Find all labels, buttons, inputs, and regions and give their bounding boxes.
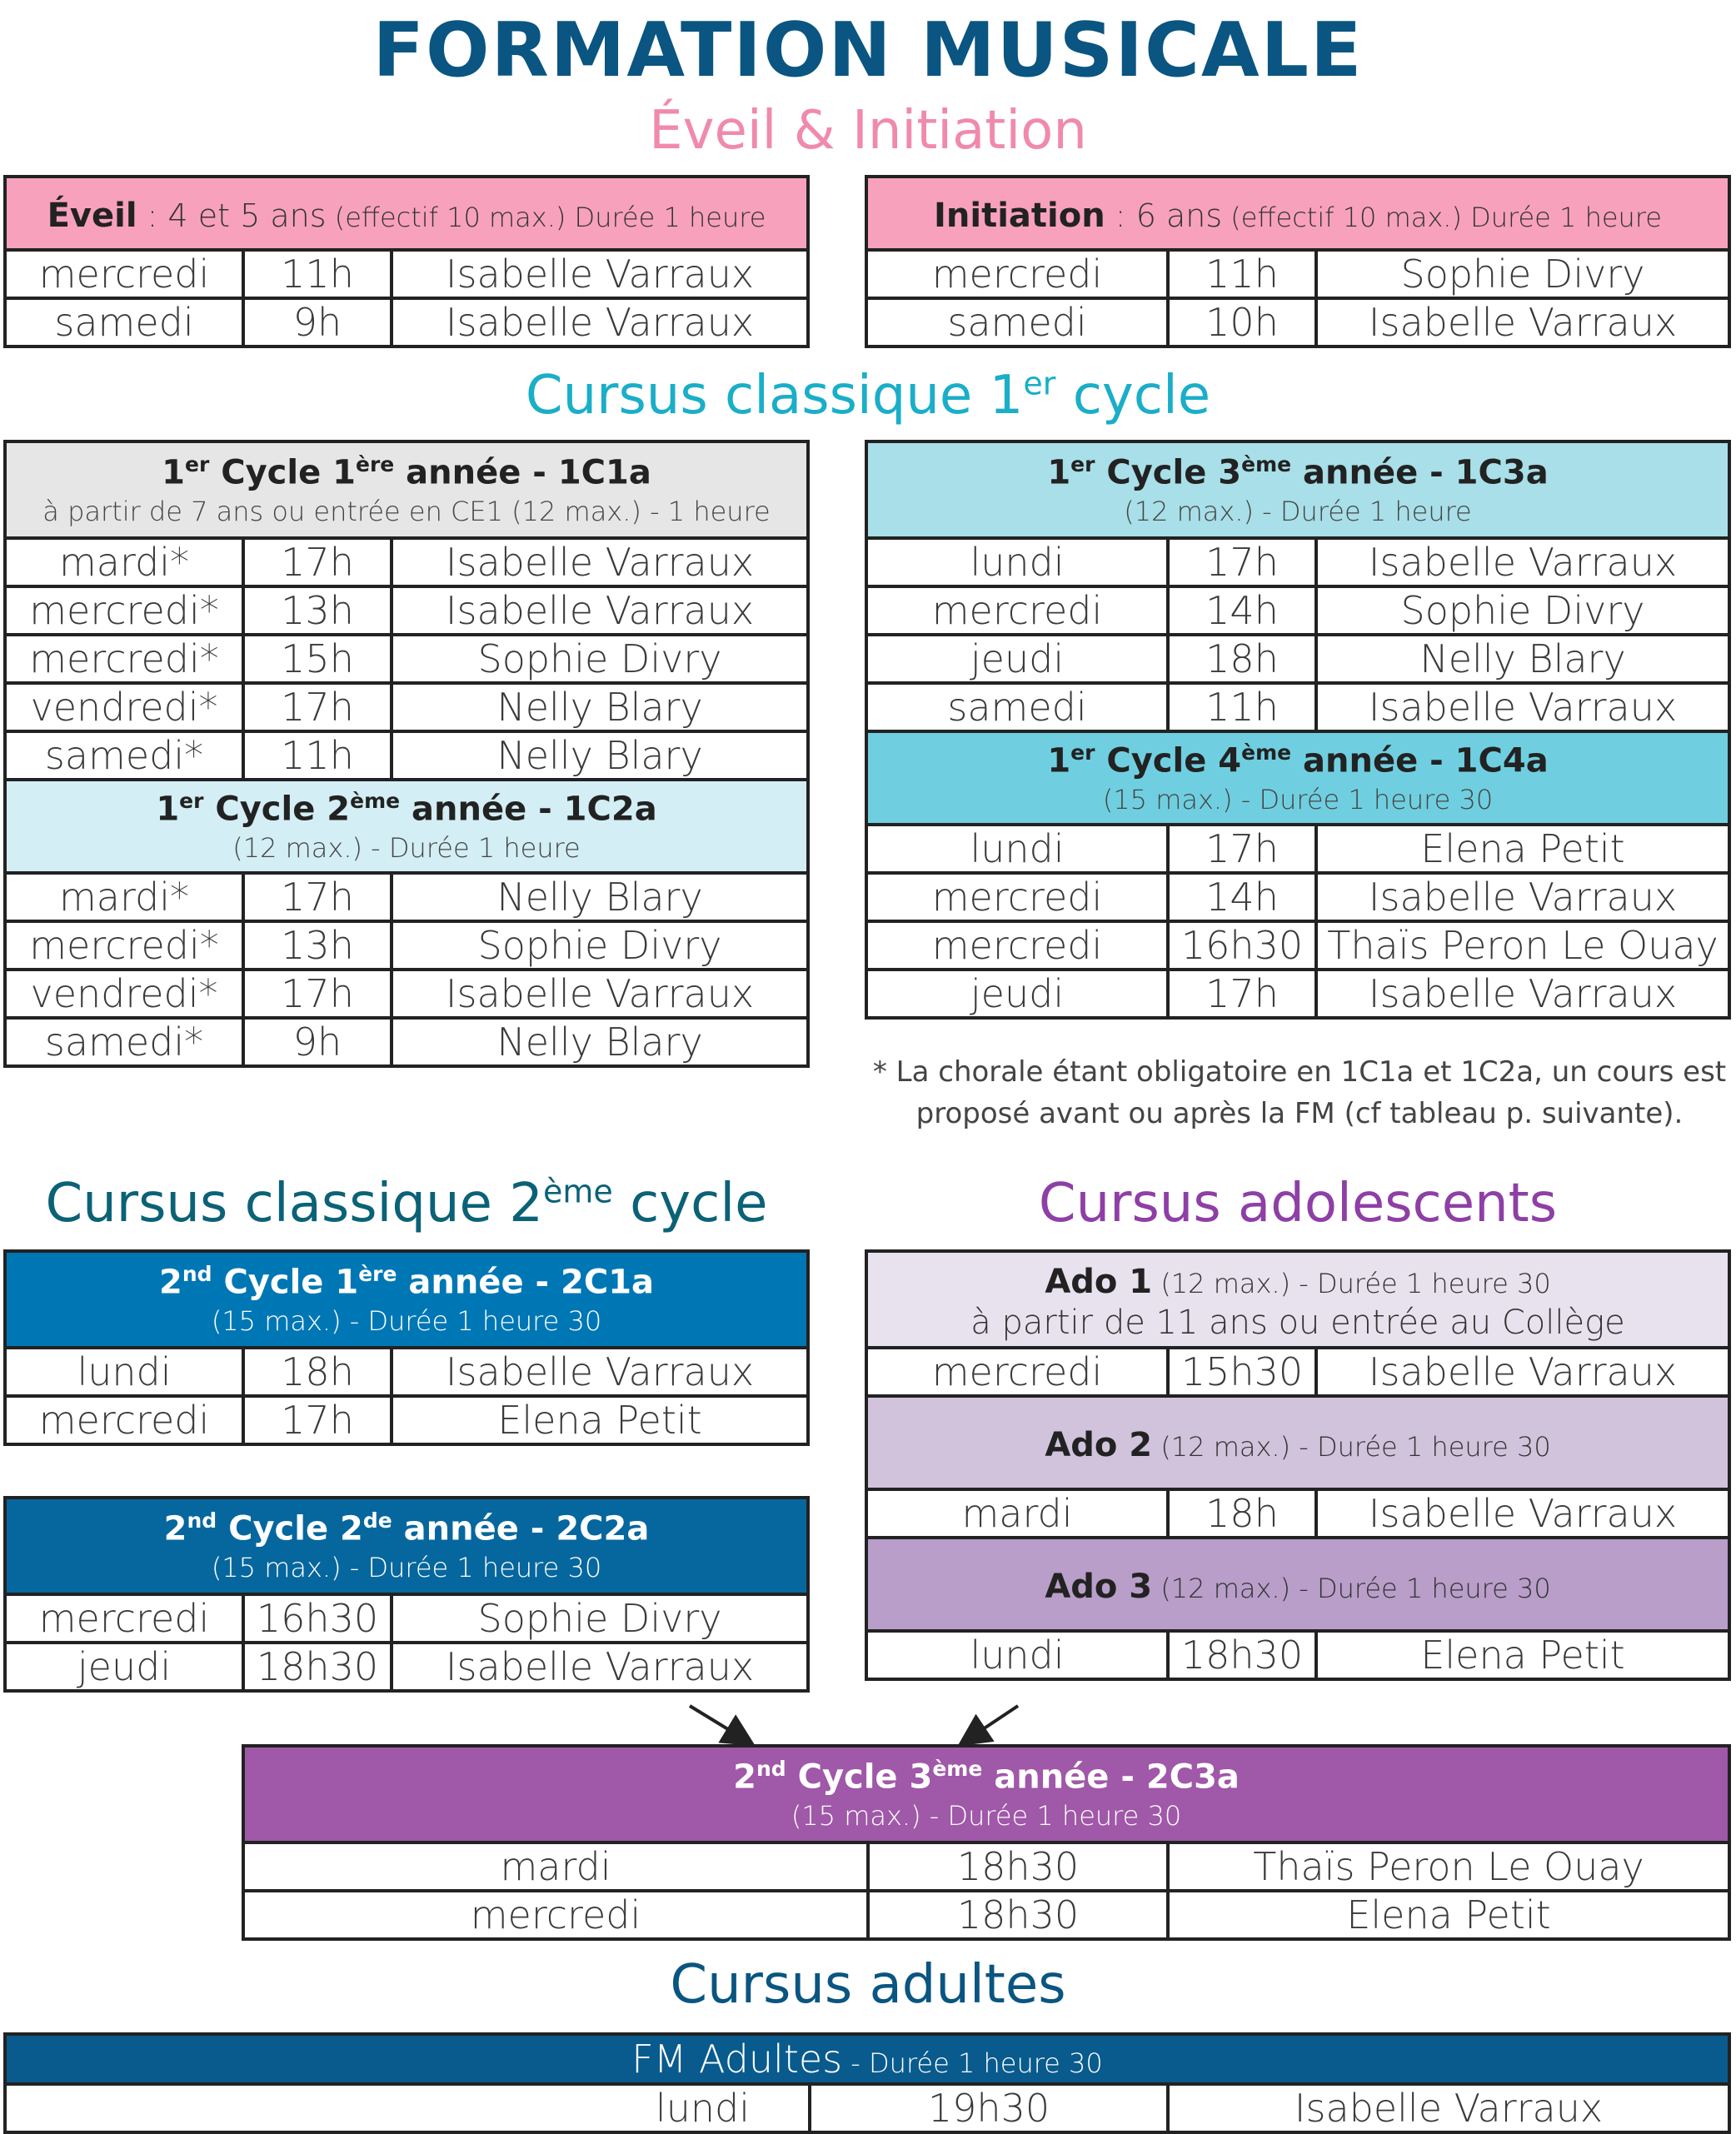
time-cell: 17h <box>1168 970 1316 1018</box>
section-title-adultes: Cursus adultes <box>670 1954 1066 2016</box>
time-cell: 9h <box>243 1018 392 1066</box>
day-cell: mercredi <box>5 250 243 298</box>
teacher-cell: Isabelle Varraux <box>1316 970 1729 1018</box>
day-cell: samedi* <box>5 731 243 780</box>
header-1c1a-sub: à partir de 7 ans ou entrée en CE1 (12 max.) - 1 heure <box>42 495 771 527</box>
teacher-cell: Thaïs Peron Le Ouay <box>1168 1842 1729 1891</box>
header-2c3a-title: 2nd Cycle 3ème année - 2C3a <box>733 1757 1240 1797</box>
day-cell: mercredi <box>866 1348 1168 1396</box>
time-cell: 15h30 <box>1168 1348 1316 1396</box>
table-row <box>5 2084 1729 2132</box>
teacher-cell: Sophie Divry <box>1316 250 1729 298</box>
day-cell: mercredi <box>866 873 1168 921</box>
teacher-cell: Elena Petit <box>1168 1891 1729 1939</box>
time-cell: 13h <box>243 586 392 635</box>
ado2-name: Ado 2 <box>1045 1426 1153 1464</box>
day-cell: mardi* <box>5 873 243 921</box>
day-cell: jeudi <box>866 635 1168 683</box>
time-cell: 18h30 <box>868 1842 1168 1891</box>
teacher-cell: Isabelle Varraux <box>392 586 808 635</box>
ado2-details: (12 max.) - Durée 1 heure 30 <box>1152 1431 1551 1463</box>
day-cell: jeudi <box>5 1643 243 1691</box>
table-ado <box>865 1249 1731 1681</box>
table-row <box>866 1631 1729 1679</box>
day-cell: lundi <box>866 538 1168 586</box>
day-cell: mardi <box>243 1842 868 1891</box>
ado3-details: (12 max.) - Durée 1 heure 30 <box>1152 1573 1551 1604</box>
day-cell: lundi <box>5 1348 243 1396</box>
chorale-note <box>866 1051 1733 1134</box>
table-row <box>5 538 808 586</box>
time-cell: 13h <box>243 921 392 970</box>
time-cell: 17h <box>243 970 392 1018</box>
chorale-note-line2: proposé avant ou après la FM (cf tableau p. suivante). <box>915 1097 1684 1130</box>
teacher-cell: Isabelle Varraux <box>1168 2084 1729 2132</box>
teacher-cell: Isabelle Varraux <box>1316 1489 1729 1538</box>
header-initiation <box>866 177 1729 250</box>
teacher-cell: Isabelle Varraux <box>1316 683 1729 731</box>
page-title: FORMATION MUSICALE <box>372 7 1364 94</box>
header-2c2a-sub: (15 max.) - Durée 1 heure 30 <box>211 1551 602 1583</box>
eveil-sep: : <box>137 197 168 234</box>
time-cell: 11h <box>1168 250 1316 298</box>
cycle1-title-sup: er <box>1023 365 1056 402</box>
time-cell: 11h <box>1168 683 1316 731</box>
header-1c1a-title: 1er Cycle 1ère année - 1C1a <box>162 452 651 492</box>
day-cell: vendredi* <box>5 970 243 1018</box>
header-1c2a-sub: (12 max.) - Durée 1 heure <box>232 831 581 864</box>
time-cell: 11h <box>243 250 392 298</box>
table-row <box>5 1594 808 1643</box>
eveil-name: Éveil <box>47 197 137 235</box>
table-row <box>866 1489 1729 1538</box>
table-adultes <box>3 2032 1731 2134</box>
day-cell: mardi* <box>5 538 243 586</box>
table-row <box>866 298 1729 347</box>
day-cell: mercredi <box>866 586 1168 635</box>
eveil-age: 4 et 5 ans <box>167 197 327 234</box>
table-row <box>5 586 808 635</box>
time-cell: 17h <box>243 538 392 586</box>
teacher-cell: Thaïs Peron Le Ouay <box>1316 921 1729 970</box>
header-1c3a-sub: (12 max.) - Durée 1 heure <box>1124 495 1472 527</box>
header-ado2 <box>866 1396 1729 1489</box>
header-eveil <box>5 177 808 250</box>
initiation-sep: : <box>1105 197 1136 234</box>
teacher-cell: Sophie Divry <box>1316 586 1729 635</box>
day-cell: mercredi* <box>5 921 243 970</box>
time-cell: 16h30 <box>1168 921 1316 970</box>
table-row <box>5 921 808 970</box>
initiation-age: 6 ans <box>1135 197 1223 234</box>
header-1c4a-sub: (15 max.) - Durée 1 heure 30 <box>1102 783 1494 815</box>
table-2c1a <box>3 1249 810 1446</box>
day-cell: vendredi* <box>5 683 243 731</box>
teacher-cell: Nelly Blary <box>392 683 808 731</box>
day-cell: mercredi <box>5 1594 243 1643</box>
teacher-cell: Sophie Divry <box>392 635 808 683</box>
table-row <box>5 1348 808 1396</box>
time-cell: 18h30 <box>868 1891 1168 1939</box>
cycle1-title-text: Cursus classique 1 <box>525 365 1024 426</box>
teacher-cell: Elena Petit <box>392 1396 808 1444</box>
day-cell: mercredi <box>5 1396 243 1444</box>
table-row <box>866 250 1729 298</box>
day-cell: samedi* <box>5 1018 243 1066</box>
teacher-cell: Isabelle Varraux <box>392 250 808 298</box>
day-cell: jeudi <box>866 970 1168 1018</box>
time-cell: 14h <box>1168 586 1316 635</box>
day-cell: lundi <box>5 2084 810 2132</box>
time-cell: 9h <box>243 298 392 347</box>
cycle1-title-suffix: cycle <box>1055 365 1211 426</box>
table-initiation <box>865 175 1731 348</box>
table-row <box>5 635 808 683</box>
table-row <box>5 731 808 780</box>
initiation-name: Initiation <box>934 197 1105 235</box>
time-cell: 17h <box>243 873 392 921</box>
time-cell: 19h30 <box>810 2084 1168 2132</box>
header-1c2a-title: 1er Cycle 2ème année - 1C2a <box>156 789 657 829</box>
section-title-cycle1 <box>0 366 1736 425</box>
table-row <box>5 1018 808 1066</box>
table-row <box>866 970 1729 1018</box>
header-2c2a-title: 2nd Cycle 2de année - 2C2a <box>163 1508 650 1548</box>
time-cell: 18h <box>1168 635 1316 683</box>
table-row <box>866 586 1729 635</box>
section-title-eveil: Éveil & Initiation <box>649 100 1087 162</box>
teacher-cell: Isabelle Varraux <box>392 298 808 347</box>
teacher-cell: Isabelle Varraux <box>392 970 808 1018</box>
adultes-name: FM Adultes <box>631 2037 843 2082</box>
time-cell: 11h <box>243 731 392 780</box>
time-cell: 17h <box>1168 538 1316 586</box>
adultes-details: - Durée 1 heure 30 <box>842 2047 1103 2079</box>
day-cell: samedi <box>5 298 243 347</box>
day-cell: mercredi <box>243 1891 868 1939</box>
table-row <box>866 538 1729 586</box>
chorale-note-line1: * La chorale étant obligatoire en 1C1a et 1C2a, un cours est <box>872 1055 1727 1089</box>
time-cell: 17h <box>243 683 392 731</box>
table-row <box>5 1396 808 1444</box>
table-eveil <box>3 175 810 348</box>
cycle2-title-suffix: cycle <box>612 1173 768 1234</box>
teacher-cell: Elena Petit <box>1316 825 1729 873</box>
day-cell: mercredi* <box>5 586 243 635</box>
time-cell: 18h <box>1168 1489 1316 1538</box>
time-cell: 14h <box>1168 873 1316 921</box>
day-cell: samedi <box>866 298 1168 347</box>
initiation-details: (effectif 10 max.) Durée 1 heure <box>1222 202 1662 233</box>
time-cell: 10h <box>1168 298 1316 347</box>
table-2c2a <box>3 1496 810 1693</box>
cycle2-title-sup: ème <box>542 1173 613 1210</box>
table-row <box>866 683 1729 731</box>
teacher-cell: Nelly Blary <box>392 1018 808 1066</box>
header-1c2a <box>5 780 808 873</box>
cycle2-title-text: Cursus classique 2 <box>45 1173 543 1234</box>
day-cell: lundi <box>866 1631 1168 1679</box>
teacher-cell: Nelly Blary <box>392 731 808 780</box>
table-row <box>866 873 1729 921</box>
table-row <box>866 921 1729 970</box>
eveil-details: (effectif 10 max.) Durée 1 heure <box>326 202 766 233</box>
teacher-cell: Isabelle Varraux <box>392 538 808 586</box>
header-2c1a-sub: (15 max.) - Durée 1 heure 30 <box>211 1304 602 1337</box>
table-row <box>866 1348 1729 1396</box>
teacher-cell: Isabelle Varraux <box>1316 298 1729 347</box>
header-1c4a-title: 1er Cycle 4ème année - 1C4a <box>1047 740 1549 780</box>
teacher-cell: Isabelle Varraux <box>392 1643 808 1691</box>
header-1c1a <box>5 441 808 538</box>
day-cell: mercredi <box>866 921 1168 970</box>
header-ado3 <box>866 1538 1729 1631</box>
teacher-cell: Isabelle Varraux <box>1316 538 1729 586</box>
header-1c3a <box>866 441 1729 538</box>
time-cell: 18h30 <box>243 1643 392 1691</box>
teacher-cell: Sophie Divry <box>392 921 808 970</box>
header-ado1-title: Ado 1 (12 max.) - Durée 1 heure 30 <box>1045 1263 1551 1301</box>
table-row <box>866 635 1729 683</box>
header-2c1a-title: 2nd Cycle 1ère année - 2C1a <box>158 1262 655 1302</box>
header-2c1a <box>5 1251 808 1348</box>
teacher-cell: Nelly Blary <box>1316 635 1729 683</box>
section-title-cycle2 <box>3 1174 810 1233</box>
time-cell: 15h <box>243 635 392 683</box>
header-ado1 <box>866 1251 1729 1348</box>
time-cell: 17h <box>243 1396 392 1444</box>
section-title-ado: Cursus adolescents <box>1038 1173 1558 1234</box>
time-cell: 17h <box>1168 825 1316 873</box>
table-row <box>243 1842 1729 1891</box>
table-row <box>5 1643 808 1691</box>
teacher-cell: Elena Petit <box>1316 1631 1729 1679</box>
time-cell: 18h <box>243 1348 392 1396</box>
day-cell: mardi <box>866 1489 1168 1538</box>
header-adultes <box>5 2034 1729 2084</box>
teacher-cell: Nelly Blary <box>392 873 808 921</box>
teacher-cell: Isabelle Varraux <box>392 1348 808 1396</box>
time-cell: 16h30 <box>243 1594 392 1643</box>
header-2c3a <box>243 1746 1729 1842</box>
teacher-cell: Isabelle Varraux <box>1316 873 1729 921</box>
table-2c3a <box>242 1744 1731 1941</box>
table-row <box>5 970 808 1018</box>
header-2c3a-sub: (15 max.) - Durée 1 heure 30 <box>791 1799 1182 1832</box>
table-row <box>5 250 808 298</box>
day-cell: samedi <box>866 683 1168 731</box>
ado3-name: Ado 3 <box>1045 1568 1153 1606</box>
table-1c3a-1c4a <box>865 440 1731 1020</box>
day-cell: mercredi* <box>5 635 243 683</box>
table-row <box>243 1891 1729 1939</box>
header-2c2a <box>5 1498 808 1594</box>
header-1c4a <box>866 731 1729 825</box>
table-1c1a-1c2a <box>3 440 810 1068</box>
table-row <box>866 825 1729 873</box>
teacher-cell: Sophie Divry <box>392 1594 808 1643</box>
teacher-cell: Isabelle Varraux <box>1316 1348 1729 1396</box>
table-row <box>5 298 808 347</box>
table-row <box>5 873 808 921</box>
header-ado1-sub: à partir de 11 ans ou entrée au Collège <box>970 1304 1625 1342</box>
table-row <box>5 683 808 731</box>
day-cell: lundi <box>866 825 1168 873</box>
header-1c3a-title: 1er Cycle 3ème année - 1C3a <box>1047 452 1549 492</box>
day-cell: mercredi <box>866 250 1168 298</box>
time-cell: 18h30 <box>1168 1631 1316 1679</box>
